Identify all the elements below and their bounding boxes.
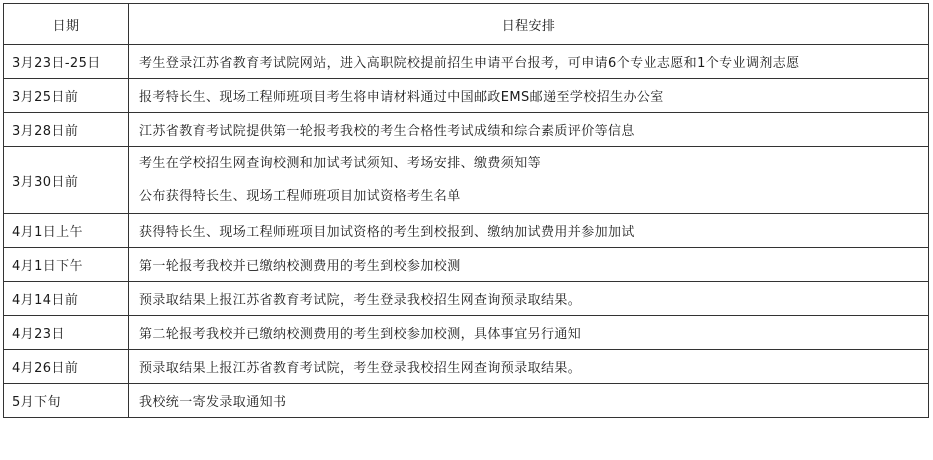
row-date: 4月23日	[4, 316, 129, 350]
row-date: 3月25日前	[4, 79, 129, 113]
row-description-line: 公布获得特长生、现场工程师班项目加试资格考生名单	[139, 189, 461, 204]
table-row	[4, 316, 929, 350]
table-row	[4, 147, 929, 214]
row-description: 获得特长生、现场工程师班项目加试资格的考生到校报到、缴纳加试费用并参加加试	[129, 214, 929, 248]
row-date: 3月28日前	[4, 113, 129, 147]
row-description	[129, 147, 929, 214]
row-description: 第一轮报考我校并已缴纳校测费用的考生到校参加校测	[129, 248, 929, 282]
table-row	[4, 384, 929, 418]
row-description: 我校统一寄发录取通知书	[129, 384, 929, 418]
row-date: 3月23日-25日	[4, 45, 129, 79]
row-date: 4月26日前	[4, 350, 129, 384]
table-row	[4, 214, 929, 248]
row-date: 4月1日上午	[4, 214, 129, 248]
table-row	[4, 248, 929, 282]
row-date: 5月下旬	[4, 384, 129, 418]
table-row	[4, 45, 929, 79]
row-date: 4月1日下午	[4, 248, 129, 282]
row-date: 3月30日前	[4, 147, 129, 214]
header-schedule: 日程安排	[129, 4, 929, 45]
header-date: 日期	[4, 4, 129, 45]
row-description: 第二轮报考我校并已缴纳校测费用的考生到校参加校测，具体事宜另行通知	[129, 316, 929, 350]
row-description-line: 考生在学校招生网查询校测和加试考试须知、考场安排、缴费须知等	[139, 156, 542, 171]
table-row	[4, 79, 929, 113]
row-description: 预录取结果上报江苏省教育考试院，考生登录我校招生网查询预录取结果。	[129, 282, 929, 316]
row-description: 考生登录江苏省教育考试院网站，进入高职院校提前招生申请平台报考，可申请6个专业志愿和1个专业调剂志愿	[129, 45, 929, 79]
table-row	[4, 113, 929, 147]
table-row	[4, 350, 929, 384]
row-description: 预录取结果上报江苏省教育考试院，考生登录我校招生网查询预录取结果。	[129, 350, 929, 384]
table-header-row	[4, 4, 929, 45]
row-date: 4月14日前	[4, 282, 129, 316]
row-description: 江苏省教育考试院提供第一轮报考我校的考生合格性考试成绩和综合素质评价等信息	[129, 113, 929, 147]
table-row	[4, 282, 929, 316]
row-description: 报考特长生、现场工程师班项目考生将申请材料通过中国邮政EMS邮递至学校招生办公室	[129, 79, 929, 113]
schedule-table	[3, 3, 929, 418]
